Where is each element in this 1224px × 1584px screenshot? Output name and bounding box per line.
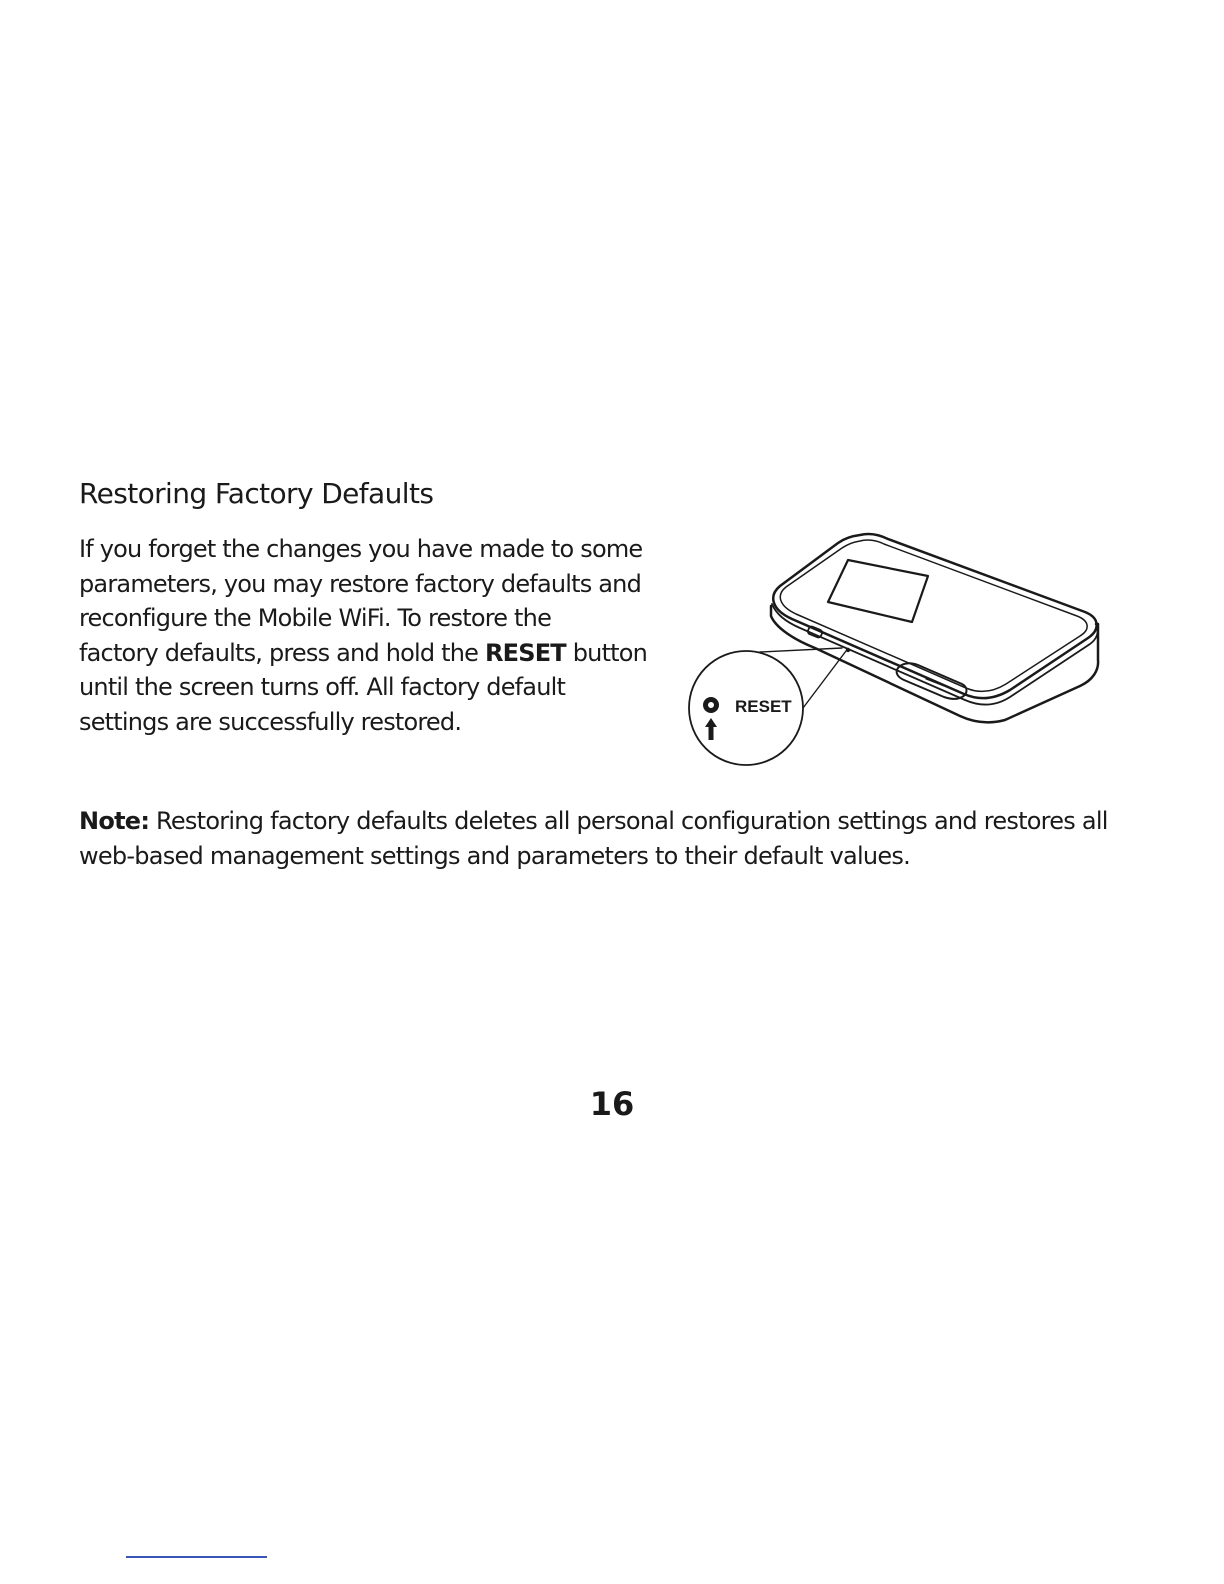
note-paragraph xyxy=(79,804,1159,874)
device-top-face xyxy=(773,534,1096,698)
reset-button-icon-center xyxy=(708,702,714,708)
device-side-edge xyxy=(772,604,1098,705)
callout-leader xyxy=(760,648,842,652)
body-line xyxy=(79,636,679,671)
reset-keyword: RESET xyxy=(484,638,566,667)
note-label: Note: xyxy=(79,807,150,835)
callout-leader xyxy=(800,651,846,712)
reset-slot-mark xyxy=(855,652,866,657)
page-number: 16 xyxy=(589,1085,635,1123)
footer-rule xyxy=(126,1556,267,1558)
body-line: settings are successfully restored. xyxy=(79,707,462,736)
body-line: If you forget the changes you have made to some xyxy=(79,535,643,563)
note-line: web-based management settings and parameters to their default values. xyxy=(79,842,910,870)
body-line-text: button xyxy=(565,638,648,667)
body-line-text: factory defaults, press and hold the xyxy=(79,638,485,667)
device-screen xyxy=(828,560,928,622)
body-line: reconfigure the Mobile WiFi. To restore the xyxy=(79,604,552,632)
mobile-wifi-reset-illustration xyxy=(684,528,1104,772)
body-line: parameters, you may restore factory defaults and xyxy=(79,569,642,598)
body-line: until the screen turns off. All factory default xyxy=(79,673,566,701)
note-text: Restoring factory defaults deletes all personal configuration settings and restores all xyxy=(149,807,1108,835)
section-title: Restoring Factory Defaults xyxy=(79,477,434,510)
body-paragraph xyxy=(79,532,679,739)
note-line xyxy=(79,804,1159,839)
callout-reset-label: RESET xyxy=(735,697,792,716)
